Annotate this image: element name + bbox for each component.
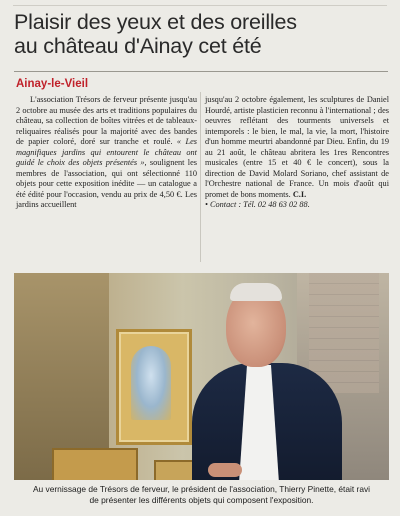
paragraph-text: L'association Trésors de ferveur présente jusqu'au 2 octobre au musée des arts et traditions populaires du château, sa collection de boîtes vitrées et de tableaux-reliquaires réalisés pour la majorité avec des bandes de papier coloré, doré sur tranche et roulé. bbox=[16, 95, 197, 146]
paragraph-text-continued: , soulignent les membres de l'association, qui ont sélectionné 110 objets pour cette exposition inédite — un catalogue a été édité pour l'occasion, vendu au prix de 4,50 €. Les jardins accueillent bbox=[16, 158, 198, 209]
paragraph bbox=[205, 95, 389, 200]
headline-line-1: Plaisir des yeux et des oreilles bbox=[14, 10, 297, 34]
article-headline bbox=[14, 10, 389, 58]
paragraph bbox=[16, 95, 197, 211]
headline-rule bbox=[14, 71, 388, 72]
reliquary-frame-image bbox=[116, 329, 192, 445]
article-column-1 bbox=[16, 95, 197, 211]
photo-caption bbox=[14, 484, 389, 505]
top-rule bbox=[13, 5, 387, 6]
madonna-image bbox=[131, 346, 171, 420]
paragraph-text: jusqu'au 2 octobre également, les sculptures de Daniel Hourdé, artiste plasticien reconnu à l'international ; des oeuvres reflétant des tourments universels et intemporels : le bien, le mal, la vie, la mort, l'histoire d'un homme meurtri abandonné par Dieu. Enfin, du 19 au 21 août, le château abritera les 1res Rencontres musicales (entre 15 et 40 € le concert), sous la direction de David Molard Soriano, chef assistant de l'Orchestre national de France. Un mois d'août qui promet de bons moments. bbox=[205, 95, 389, 199]
column-separator bbox=[200, 92, 201, 262]
author-signature: C.I. bbox=[292, 189, 307, 199]
display-box-image bbox=[52, 448, 138, 480]
headline-line-2: au château d'Ainay cet été bbox=[14, 34, 262, 58]
article-photo bbox=[14, 273, 389, 480]
photo-brick-wall bbox=[309, 273, 379, 393]
caption-line-1: Au vernissage de Trésors de ferveur, le président de l'association, Thierry Pinette, était ravi bbox=[32, 484, 371, 494]
contact-line: • Contact : Tél. 02 48 63 02 88. bbox=[205, 200, 310, 209]
man-hand-image bbox=[208, 463, 242, 477]
article-column-2 bbox=[205, 95, 389, 211]
pull-quote: « Les magnifiques jardins qui entourent le château ont guidé le choix des objets présentés » bbox=[16, 137, 197, 167]
man-hair-image bbox=[230, 283, 282, 301]
caption-line-2: de présenter les différents objets qui composent l'exposition. bbox=[89, 494, 314, 505]
location-kicker: Ainay-le-Vieil bbox=[16, 78, 89, 90]
